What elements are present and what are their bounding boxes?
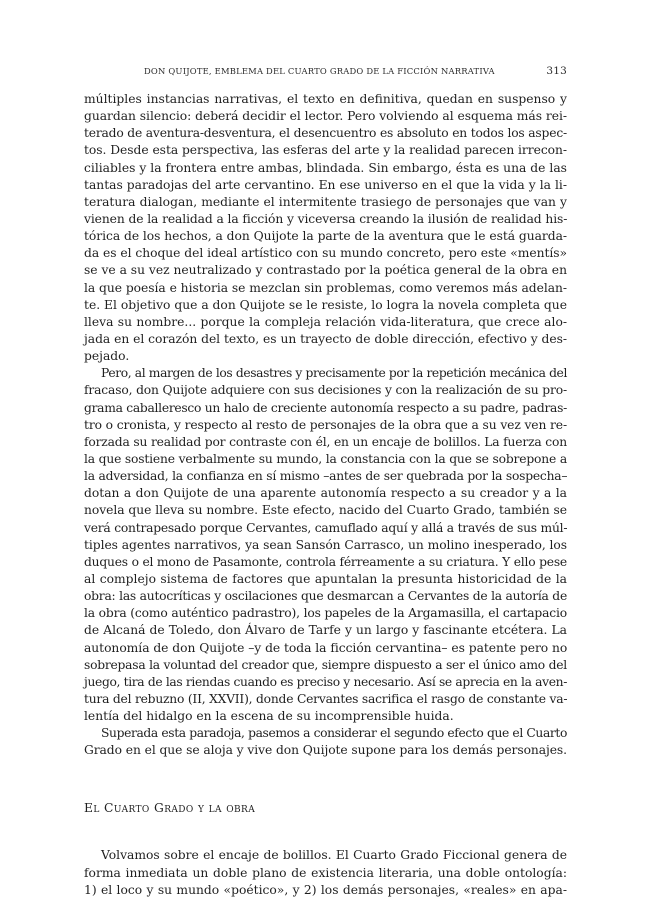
page-body [84,91,567,899]
paragraph-4 [84,847,567,898]
text-line: terado de aventura-desventura, el desencuentro es absoluto en todos los aspec- [84,126,567,141]
text-line: verá contrapesado porque Cervantes, camuflado aquí y allá a través de sus múl- [84,520,568,535]
section-spacer [84,759,567,800]
paragraph-2 [84,365,567,725]
text-line: la que poesía e historia se mezclan sin problemas, como veremos más adelan- [84,280,567,295]
text-line: 1) el loco y su mundo «poético», y 2) los demás personajes, «reales» en apa- [84,882,567,897]
text-line: ciliables y la frontera entre ambas, blindada. Sin embargo, ésta es una de las [84,160,567,175]
text-line: guardan silencio: deberá decidir el lector. Pero volviendo al esquema más rei- [84,109,567,124]
text-line: lleva su nombre... porque la compleja relación vida-literatura, que crece alo- [84,314,567,329]
text-line: de Alcaná de Toledo, don Álvaro de Tarfe y un largo y fascinante etcétera. La [84,623,567,638]
text-line: al complejo sistema de factores que apuntalan la presunta historicidad de la [84,571,567,586]
text-line: tórica de los hechos, a don Quijote la parte de la aventura que le está guarda- [84,229,567,244]
running-header-title: DON QUIJOTE, EMBLEMA DEL CUARTO GRADO DE LA FICCIÓN NARRATIVA [144,66,495,76]
text-line: la adversidad, la confianza en sí mismo –antes de ser quebrada por la sospecha– [84,469,568,484]
text-line: te. El objetivo que a don Quijote se le resiste, lo logra la novela completa que [84,297,567,312]
text-line: la que sostiene verbalmente su mundo, la constancia con la que se sobrepone a [84,451,567,466]
text-line: forma inmediata un doble plano de existencia literaria, una doble ontología: [84,865,567,880]
text-line: múltiples instancias narrativas, el texto en definitiva, quedan en suspenso y [84,92,567,106]
text-line: obra: las autocríticas y oscilaciones que desmarcan a Cervantes de la autoría de [84,589,567,604]
text-line: vienen de la realidad a la ficción y viceversa creando la ilusión de realidad his- [84,211,568,226]
text-line: tiples agentes narrativos, ya sean Sansón Carrasco, un molino inesperado, los [84,537,567,552]
text-line: la obra (como auténtico padrastro), los papeles de la Argamasilla, el cartapacio [84,606,567,621]
text-line: lentía del hidalgo en la escena de su incomprensible huida. [84,709,454,724]
text-line: juego, tira de las riendas cuando es preciso y necesario. Así se aprecia en la aven- [84,674,567,689]
text-line: da es el choque del ideal artístico con su mundo concreto, pero este «mentís» [84,246,567,261]
text-line: autonomía de don Quijote –y de toda la ficción cervantina– es patente pero no [84,640,568,655]
text-line: jada en el corazón del texto, es un trayecto de doble dirección, efectivo y des- [84,331,567,346]
text-line: Volvamos sobre el encaje de bolillos. El Cuarto Grado Ficcional genera de [101,848,567,863]
text-line: tos. Desde esta perspectiva, las esferas del arte y la realidad parecen irrecon- [84,143,567,158]
text-line: Pero, al margen de los desastres y precisamente por la repetición mecánica del [101,366,567,381]
text-line: novela que lleva su nombre. Este efecto, nacido del Cuarto Grado, también se [84,503,567,518]
text-line: tantas paradojas del arte cervantino. En ese universo en el que la vida y la li- [84,177,567,192]
section-spacer [84,817,567,847]
text-line: tro o cronista, y respecto al resto de personajes de la obra que a su vez ven re- [84,417,567,432]
text-line: dotan a don Quijote de una aparente autonomía respecto a su creador y a la [84,486,567,501]
text-line: grama caballeresco un halo de creciente autonomía respecto a su padre, padras- [84,400,567,415]
text-line: teratura dialogan, mediante el intermitente trasiego de personajes que van y [84,194,567,209]
text-line: pejado. [84,349,130,364]
text-line: duques o el mono de Pasamonte, controla férreamente a su criatura. Y ello pese [84,554,567,569]
text-line: forzada su realidad por contraste con él, en un encaje de bolillos. La fuerza con [84,434,567,449]
text-line: fracaso, don Quijote adquiere con sus decisiones y con la realización de su pro- [84,383,567,398]
paragraph-1 [84,91,567,365]
text-line: se ve a su vez neutralizado y contrastado por la poética general de la obra en [84,263,567,278]
text-line: Superada esta paradoja, pasemos a considerar el segundo efecto que el Cuarto [101,726,567,741]
page-number: 313 [546,65,567,77]
section-heading: El Cuarto Grado y la obra [84,801,256,816]
text-line: sobrepasa la voluntad del creador que, siempre dispuesto a ser el único amo del [84,657,567,672]
text-line: tura del rebuzno (II, XXVII), donde Cervantes sacrifica el rasgo de constante va- [84,691,568,706]
text-line: Grado en el que se aloja y vive don Quijote supone para los demás personajes. [84,743,567,758]
paragraph-3 [84,725,567,759]
